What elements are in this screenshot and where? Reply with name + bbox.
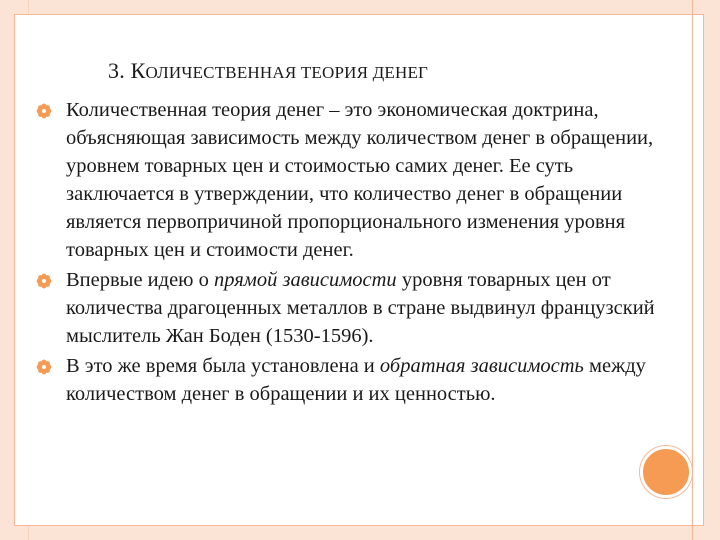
bullet-text-italic: обратная зависимость [379,355,584,377]
gear-flower-icon [36,103,52,119]
bullet-text-part: уровня товарных цен от количества драгоценных металлов в стране выдвинул французский мыслитель Жан Боден (1530-1596). [66,269,655,347]
bullet-item [34,266,684,350]
bullet-text-part: Впервые идею о [66,269,214,291]
bullet-text [66,269,655,347]
bullet-item [34,96,684,264]
bullet-text-italic: прямой зависимости [213,269,397,291]
gear-flower-icon [36,359,52,375]
gear-flower-icon [36,273,52,289]
bullet-text [66,355,646,405]
bullet-text-part: Количественная теория денег – это экономическая доктрина, объясняющая зависимость между количеством денег в обращении, уровнем товарных цен и стоимостью самих денег. Ее суть заключается в утверждении, что количество денег в обращении является первопричиной пропорционального изменения уровня товарных цен и стоимости денег. [66,99,654,261]
bullet-item [34,352,684,408]
bullet-list [34,96,684,410]
slide-title [108,58,428,84]
bullet-text-part: В это же время была установлена и [66,355,380,377]
bullet-text-part: между количеством денег в обращении и их ценностью. [66,355,646,405]
slide-title-number: 3. К [108,58,146,83]
slide-title-rest: ОЛИЧЕСТВЕННАЯ ТЕОРИЯ ДЕНЕГ [145,63,429,82]
bullet-text [66,99,653,261]
decorative-circle [640,446,692,498]
frame-line-right [692,0,693,540]
